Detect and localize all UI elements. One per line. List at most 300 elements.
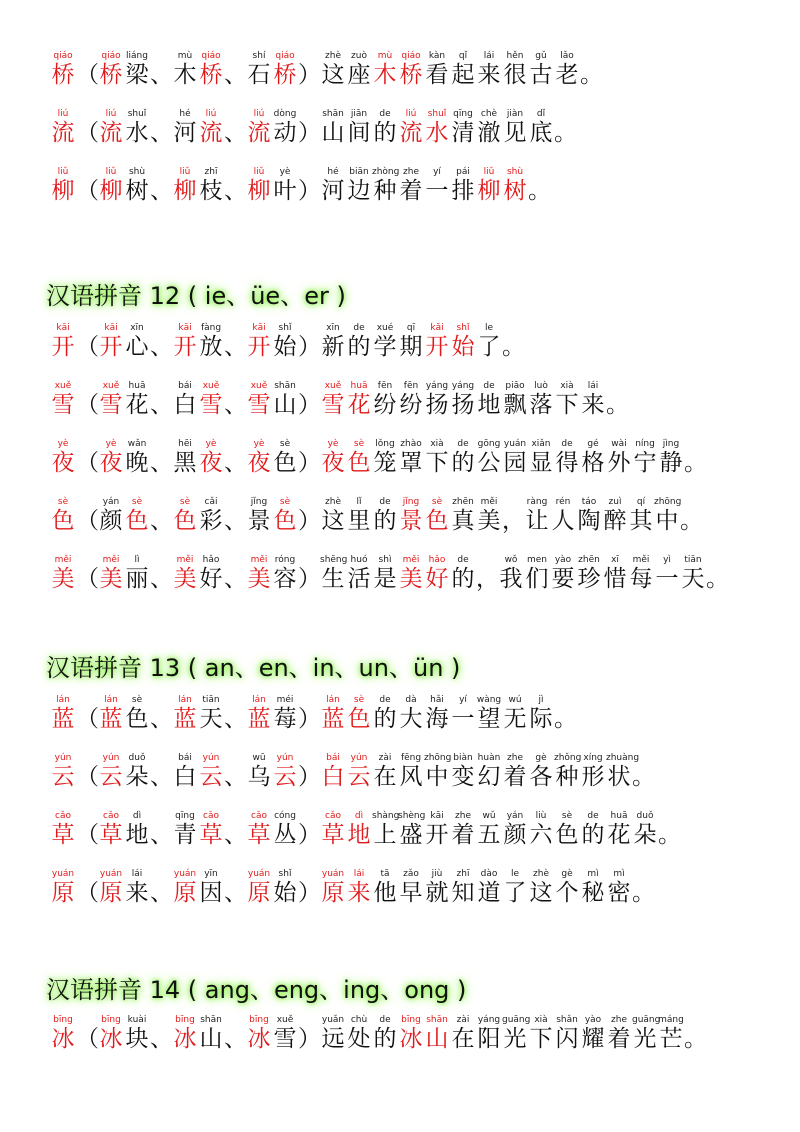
pinyin-annotation: bīng	[53, 1015, 73, 1025]
pinyin-annotation: bīng	[101, 1015, 121, 1025]
character	[528, 438, 554, 476]
hanzi: 。	[528, 178, 551, 204]
hanzi: 。	[632, 880, 655, 906]
punctuation	[680, 496, 702, 534]
highlighted-character	[346, 438, 372, 476]
character	[554, 438, 580, 476]
character	[198, 694, 224, 732]
pinyin-annotation: xià	[430, 439, 444, 449]
hanzi: 花	[125, 392, 149, 418]
hanzi: 起	[451, 62, 475, 88]
hanzi: ）	[298, 120, 321, 146]
pinyin-annotation: dì	[132, 811, 142, 821]
hanzi: 、	[224, 178, 247, 204]
punctuation	[298, 50, 320, 88]
character	[198, 554, 224, 592]
pinyin-annotation: yào	[554, 555, 572, 565]
character	[576, 554, 602, 592]
hanzi: （	[76, 508, 99, 534]
hanzi: 在	[451, 1026, 475, 1052]
hanzi: 草	[247, 822, 271, 848]
hanzi: 原	[247, 880, 271, 906]
pinyin-annotation	[298, 438, 320, 450]
hanzi: 、	[150, 178, 173, 204]
hanzi: 白	[173, 764, 197, 790]
hanzi: （	[76, 1026, 99, 1052]
pinyin-annotation: yīn	[204, 869, 218, 879]
pinyin-annotation: shù	[128, 167, 146, 177]
character	[524, 554, 550, 592]
punctuation	[224, 752, 246, 790]
hanzi: 这	[321, 508, 345, 534]
highlighted-character	[172, 1014, 198, 1052]
highlighted-character	[98, 694, 124, 732]
hanzi: 让	[525, 508, 549, 534]
highlighted-character	[398, 50, 424, 88]
pinyin-annotation	[76, 1014, 98, 1026]
punctuation	[150, 868, 172, 906]
hanzi: 柳	[99, 178, 123, 204]
character	[398, 810, 424, 848]
pinyin-annotation: máng	[658, 1015, 684, 1025]
character	[272, 380, 298, 418]
pinyin-annotation: yè	[253, 439, 265, 449]
pinyin-annotation: lán	[326, 695, 340, 705]
pinyin-annotation: yún	[54, 753, 72, 763]
hanzi: 的	[373, 1026, 397, 1052]
pinyin-annotation: qīng	[175, 811, 195, 821]
hanzi: 他	[373, 880, 397, 906]
pinyin-annotation: kāi	[430, 323, 444, 333]
highlighted-character	[98, 166, 124, 204]
pinyin-annotation	[150, 322, 172, 334]
hanzi: 中	[425, 764, 449, 790]
character	[372, 868, 398, 906]
pinyin-annotation	[298, 50, 320, 62]
highlighted-character	[98, 380, 124, 418]
hanzi: 白	[173, 392, 197, 418]
character	[528, 694, 554, 732]
punctuation	[298, 810, 320, 848]
section-heading: 汉语拼音 13 ( an、en、in、un、ün )	[46, 654, 461, 682]
hanzi: 冰	[99, 1026, 123, 1052]
pinyin-annotation: hé	[179, 109, 191, 119]
character	[198, 1014, 224, 1052]
pinyin-annotation: yuán	[503, 439, 527, 449]
punctuation	[224, 50, 246, 88]
character	[272, 322, 298, 360]
pinyin-annotation	[76, 166, 98, 178]
pinyin-annotation: zhè	[325, 497, 341, 507]
pinyin-annotation: zhēn	[578, 555, 600, 565]
hanzi: 、	[224, 764, 247, 790]
character	[502, 868, 528, 906]
pinyin-annotation: yáng	[425, 381, 449, 391]
hanzi: 色	[425, 508, 449, 534]
hanzi: 木	[173, 62, 197, 88]
character	[450, 50, 476, 88]
hanzi: 人	[551, 508, 575, 534]
pinyin-annotation: yè	[279, 167, 291, 177]
hanzi: 中	[655, 508, 679, 534]
character	[272, 1014, 298, 1052]
highlighted-character	[50, 322, 76, 360]
punctuation	[76, 1014, 98, 1052]
pinyin-annotation	[684, 1014, 706, 1026]
punctuation	[298, 496, 320, 534]
character	[450, 380, 476, 418]
pinyin-annotation: wǎn	[127, 439, 147, 449]
character	[476, 752, 502, 790]
pinyin-annotation: lái	[131, 869, 143, 879]
character	[502, 694, 528, 732]
pinyin-annotation: yuán	[173, 869, 197, 879]
punctuation	[298, 322, 320, 360]
hanzi: 。	[684, 1026, 707, 1052]
hanzi: 的	[373, 508, 397, 534]
pinyin-annotation: zhēn	[452, 497, 474, 507]
pinyin-annotation: lán	[178, 695, 192, 705]
character	[398, 438, 424, 476]
hanzi: 。	[706, 566, 729, 592]
character	[450, 1014, 476, 1052]
pinyin-annotation: jǐng	[402, 497, 420, 507]
pinyin-annotation: xià	[560, 381, 574, 391]
pinyin-annotation	[224, 166, 246, 178]
hanzi: 形	[581, 764, 605, 790]
pinyin-sentence-line	[50, 694, 576, 734]
pinyin-annotation: yáng	[451, 381, 475, 391]
hanzi: 夜	[247, 450, 271, 476]
hanzi: 边	[347, 178, 371, 204]
hanzi: 盛	[399, 822, 423, 848]
hanzi: 一	[425, 178, 449, 204]
pinyin-annotation: shān	[274, 381, 296, 391]
pinyin-annotation: xué	[376, 323, 394, 333]
pinyin-annotation: yè	[105, 439, 117, 449]
section-heading: 汉语拼音 14 ( ang、eng、ing、ong )	[46, 976, 467, 1004]
highlighted-character	[98, 108, 124, 146]
pinyin-annotation	[706, 554, 728, 566]
pinyin-annotation: kāi	[178, 323, 192, 333]
pinyin-annotation: rén	[555, 497, 571, 507]
hanzi: 梁	[125, 62, 149, 88]
punctuation	[76, 496, 98, 534]
character	[580, 1014, 606, 1052]
highlighted-character	[272, 496, 298, 534]
character	[528, 50, 554, 88]
hanzi: 静	[659, 450, 683, 476]
hanzi: 好	[425, 566, 449, 592]
hanzi: 座	[347, 62, 371, 88]
pinyin-annotation: tā	[380, 869, 390, 879]
pinyin-annotation: liǔ	[253, 167, 265, 177]
hanzi: 开	[173, 334, 197, 360]
pinyin-annotation: zhe	[611, 1015, 627, 1025]
character	[346, 50, 372, 88]
hanzi: 冰	[51, 1026, 75, 1052]
pinyin-annotation	[298, 752, 320, 764]
hanzi: 石	[247, 62, 271, 88]
hanzi: 的	[451, 450, 475, 476]
character	[346, 1014, 372, 1052]
character	[124, 50, 150, 88]
pinyin-annotation: de	[483, 381, 495, 391]
highlighted-character	[98, 554, 124, 592]
hanzi: 草	[199, 822, 223, 848]
character	[320, 108, 346, 146]
pinyin-annotation: liù	[535, 811, 547, 821]
hanzi: 飘	[503, 392, 527, 418]
pinyin-annotation: shǐ	[278, 869, 292, 879]
punctuation	[150, 1014, 172, 1052]
pinyin-annotation: zài	[378, 753, 392, 763]
pinyin-annotation	[632, 752, 654, 764]
pinyin-sentence-line	[50, 166, 550, 206]
hanzi: 河	[173, 120, 197, 146]
pinyin-annotation: gōng	[477, 439, 501, 449]
pinyin-annotation: lái	[587, 381, 599, 391]
highlighted-character	[320, 752, 346, 790]
hanzi: （	[76, 764, 99, 790]
punctuation	[150, 496, 172, 534]
hanzi: 一	[451, 706, 475, 732]
hanzi: 真	[451, 508, 475, 534]
punctuation	[684, 438, 706, 476]
pinyin-sentence-line	[50, 108, 576, 148]
pinyin-annotation: kàn	[428, 51, 446, 61]
hanzi: 笼	[373, 450, 397, 476]
hanzi: 放	[199, 334, 223, 360]
pinyin-annotation: guāng	[502, 1015, 531, 1025]
punctuation	[76, 554, 98, 592]
highlighted-character	[172, 496, 198, 534]
hanzi: 变	[451, 764, 475, 790]
hanzi: 朵	[125, 764, 149, 790]
hanzi: 。	[680, 508, 703, 534]
punctuation	[298, 1014, 320, 1052]
character	[124, 810, 150, 848]
hanzi: 、	[150, 334, 173, 360]
pinyin-annotation: wǒ	[504, 555, 518, 565]
character	[554, 1014, 580, 1052]
hanzi: 夜	[51, 450, 75, 476]
punctuation	[150, 322, 172, 360]
character	[398, 166, 424, 204]
character	[320, 496, 346, 534]
character	[124, 380, 150, 418]
highlighted-character	[424, 496, 450, 534]
highlighted-character	[272, 752, 298, 790]
hanzi: 色	[555, 822, 579, 848]
hanzi: 上	[373, 822, 397, 848]
character	[172, 50, 198, 88]
hanzi: 罩	[399, 450, 423, 476]
pinyin-annotation: de	[379, 497, 391, 507]
hanzi: 、	[224, 392, 247, 418]
character	[476, 868, 502, 906]
character	[580, 752, 606, 790]
hanzi: 的	[451, 566, 475, 592]
hanzi: 容	[273, 566, 297, 592]
punctuation	[224, 694, 246, 732]
hanzi: 。	[502, 334, 525, 360]
hanzi: 桥	[51, 62, 75, 88]
hanzi: 来	[347, 880, 371, 906]
hanzi: 、	[150, 566, 173, 592]
character	[450, 554, 476, 592]
character	[528, 752, 554, 790]
punctuation	[298, 380, 320, 418]
hanzi: 、	[224, 566, 247, 592]
character	[346, 322, 372, 360]
pinyin-annotation: fēn	[377, 381, 393, 391]
character	[502, 50, 528, 88]
hanzi: 云	[199, 764, 223, 790]
highlighted-character	[246, 438, 272, 476]
hanzi: 桥	[273, 62, 297, 88]
punctuation	[150, 108, 172, 146]
character	[476, 694, 502, 732]
hanzi: 个	[555, 880, 579, 906]
hanzi: 种	[373, 178, 397, 204]
character	[550, 554, 576, 592]
pinyin-annotation	[554, 108, 576, 120]
character	[320, 1014, 346, 1052]
hanzi: （	[76, 566, 99, 592]
highlighted-character	[198, 752, 224, 790]
character	[372, 694, 398, 732]
hanzi: 着	[399, 178, 423, 204]
highlighted-character	[476, 166, 502, 204]
pinyin-annotation: hǎo	[428, 555, 446, 565]
hanzi: 原	[321, 880, 345, 906]
highlighted-character	[424, 322, 450, 360]
pinyin-annotation	[298, 380, 320, 392]
character	[346, 108, 372, 146]
hanzi: 天	[681, 566, 705, 592]
hanzi: 夜	[321, 450, 345, 476]
character	[654, 496, 680, 534]
pinyin-annotation: liǔ	[483, 167, 495, 177]
pinyin-annotation: yè	[57, 439, 69, 449]
pinyin-annotation: shān	[322, 109, 344, 119]
character	[372, 108, 398, 146]
pinyin-annotation: méi	[276, 695, 294, 705]
character	[424, 438, 450, 476]
pinyin-annotation	[298, 108, 320, 120]
character	[424, 380, 450, 418]
hanzi: 草	[321, 822, 345, 848]
pinyin-annotation: zuì	[608, 497, 622, 507]
pinyin-annotation: mù	[177, 51, 193, 61]
highlighted-character	[198, 380, 224, 418]
pinyin-annotation: zhè	[325, 51, 341, 61]
hanzi: 、	[224, 450, 247, 476]
character	[554, 868, 580, 906]
hanzi: 来	[581, 392, 605, 418]
hanzi: 阳	[477, 1026, 501, 1052]
punctuation	[224, 108, 246, 146]
hanzi: 色	[51, 508, 75, 534]
highlighted-character	[320, 438, 346, 476]
hanzi: 、	[150, 508, 173, 534]
pinyin-annotation: yè	[327, 439, 339, 449]
pinyin-annotation: de	[587, 811, 599, 821]
character	[628, 496, 654, 534]
highlighted-character	[246, 1014, 272, 1052]
pinyin-annotation: dǐ	[536, 109, 546, 119]
hanzi: 处	[347, 1026, 371, 1052]
pinyin-annotation: le	[484, 323, 494, 333]
character	[502, 380, 528, 418]
character	[398, 380, 424, 418]
hanzi: 这	[321, 62, 345, 88]
character	[172, 810, 198, 848]
hanzi: ）	[298, 880, 321, 906]
character	[246, 50, 272, 88]
pinyin-annotation: cǎo	[325, 811, 341, 821]
pinyin-annotation: qǐ	[458, 51, 468, 61]
pinyin-annotation: tiān	[202, 695, 220, 705]
pinyin-annotation: kāi	[430, 811, 444, 821]
pinyin-annotation	[224, 496, 246, 508]
highlighted-character	[320, 868, 346, 906]
hanzi: 流	[51, 120, 75, 146]
pinyin-annotation: bīng	[175, 1015, 195, 1025]
hanzi: 地	[347, 822, 371, 848]
pinyin-annotation: huā	[610, 811, 628, 821]
pinyin-sentence-line	[50, 554, 728, 594]
highlighted-character	[346, 810, 372, 848]
pinyin-annotation: sè	[353, 439, 365, 449]
highlighted-character	[50, 752, 76, 790]
hanzi: 花	[347, 392, 371, 418]
pinyin-annotation	[684, 438, 706, 450]
pinyin-annotation: guāng	[632, 1015, 661, 1025]
pinyin-annotation	[606, 380, 628, 392]
hanzi: 冰	[247, 1026, 271, 1052]
hanzi: （	[76, 178, 99, 204]
hanzi: 底	[529, 120, 553, 146]
hanzi: 枝	[199, 178, 223, 204]
pinyin-annotation: yán	[102, 497, 120, 507]
pinyin-annotation: jiù	[431, 869, 443, 879]
hanzi: 间	[347, 120, 371, 146]
pinyin-annotation: yán	[506, 811, 524, 821]
pinyin-annotation: yún	[276, 753, 294, 763]
highlighted-character	[98, 50, 124, 88]
hanzi: 流	[199, 120, 223, 146]
hanzi: 早	[399, 880, 423, 906]
pinyin-annotation: sè	[431, 497, 443, 507]
highlighted-character	[246, 810, 272, 848]
pinyin-annotation: mì	[613, 869, 625, 879]
hanzi: 色	[273, 508, 297, 534]
hanzi: （	[76, 822, 99, 848]
character	[272, 868, 298, 906]
pinyin-annotation: zhōng	[654, 497, 682, 507]
pinyin-annotation	[476, 554, 498, 566]
hanzi: 种	[555, 764, 579, 790]
hanzi: 光	[633, 1026, 657, 1052]
character	[476, 380, 502, 418]
pinyin-annotation: shǎn	[556, 1015, 578, 1025]
pinyin-annotation: shǐ	[456, 323, 470, 333]
character	[580, 438, 606, 476]
hanzi: 这	[529, 880, 553, 906]
hanzi: 、	[150, 706, 173, 732]
